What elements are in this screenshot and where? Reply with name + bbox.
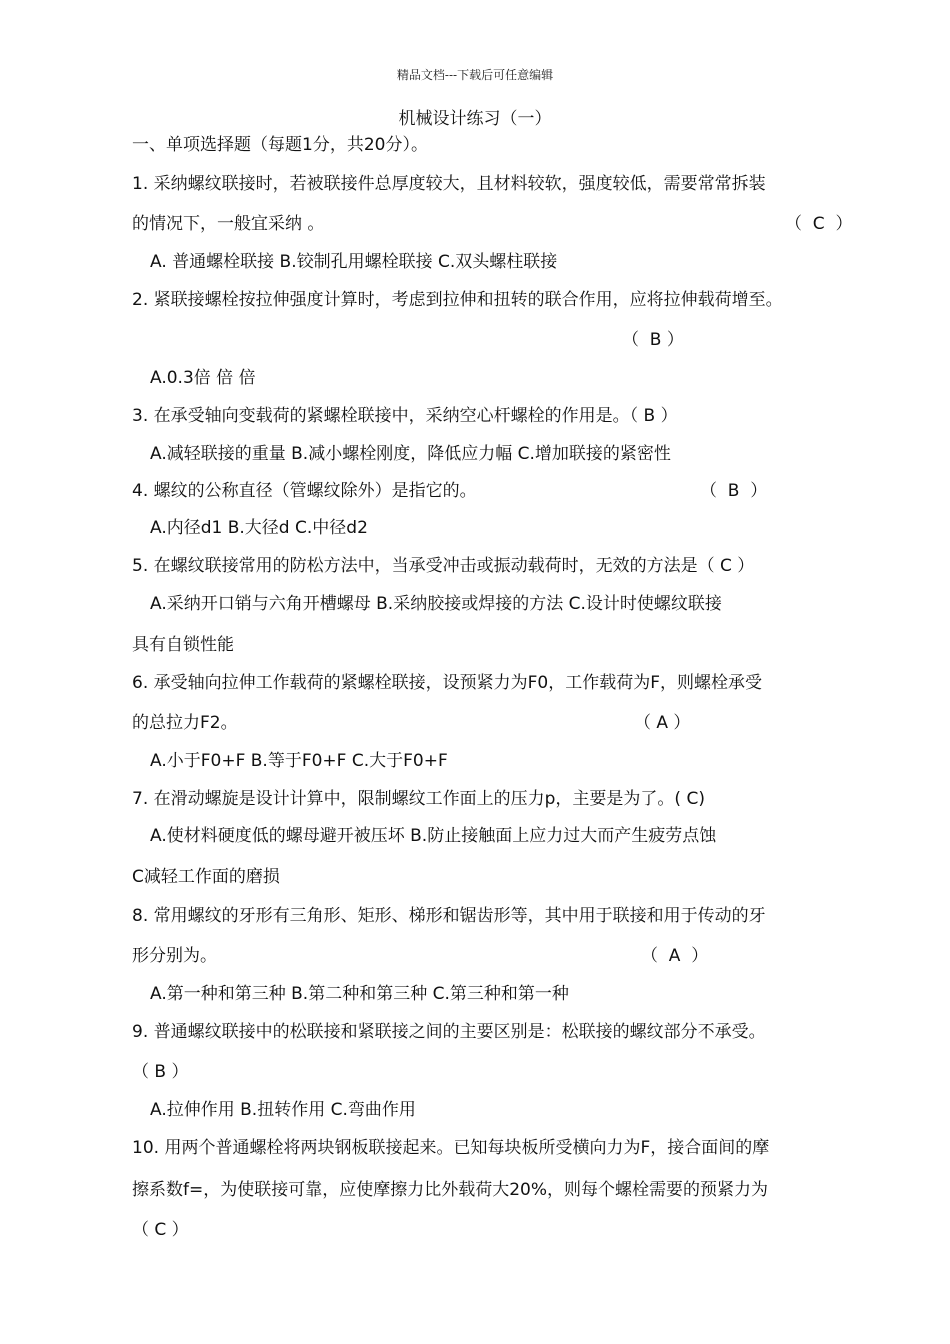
section-heading: 一、单项选择题（每题1分，共20分）。 [132, 135, 428, 155]
question-5-line-2: 具有自锁性能 [132, 635, 234, 655]
question-8-line-1: 8. 常用螺纹的牙形有三角形、矩形、梯形和锯齿形等，其中用于联接和用于传动的牙 [132, 906, 766, 926]
question-5-line-1: 5. 在螺纹联接常用的防松方法中，当承受冲击或振动载荷时，无效的方法是（ C ） [132, 556, 755, 576]
question-9-line-2: （ B ） [132, 1062, 189, 1082]
question-4-line-1: 4. 螺纹的公称直径（管螺纹除外）是指它的。 [132, 481, 477, 501]
question-5-options: A.采纳开口销与六角开槽螺母 B.采纳胶接或焊接的方法 C.设计时使螺纹联接 [150, 594, 722, 614]
question-6-options: A.小于F0+F B.等于F0+F C.大于F0+F [150, 751, 448, 771]
question-1-line-1: 1. 采纳螺纹联接时，若被联接件总厚度较大，且材料较软，强度较低，需要常常拆装 [132, 174, 766, 194]
question-2-options: A.0.3倍 倍 倍 [150, 368, 256, 388]
question-10-line-3: （ C ） [132, 1220, 189, 1240]
question-6-answer: （ A ） [634, 713, 691, 733]
question-1-answer: （ C ） [785, 214, 853, 234]
question-10-line-1: 10. 用两个普通螺栓将两块钢板联接起来。已知每块板所受横向力为F，接合面间的摩 [132, 1138, 770, 1158]
question-9-line-1: 9. 普通螺纹联接中的松联接和紧联接之间的主要区别是：松联接的螺纹部分不承受。 [132, 1022, 766, 1042]
question-6-line-2: 的总拉力F2。 [132, 713, 238, 733]
document-title: 机械设计练习（一） [398, 109, 552, 129]
question-2-answer: （ B ） [622, 330, 684, 350]
question-4-options: A.内径d1 B.大径d C.中径d2 [150, 518, 368, 538]
question-10-line-2: 擦系数f=，为使联接可靠，应使摩擦力比外载荷大20%，则每个螺栓需要的预紧力为 [132, 1180, 769, 1200]
question-1-options: A. 普通螺栓联接 B.铰制孔用螺栓联接 C.双头螺柱联接 [150, 252, 558, 272]
question-8-answer: （ A ） [641, 946, 709, 966]
question-7-options: A.使材料硬度低的螺母避开被压坏 B.防止接触面上应力过大而产生疲劳点蚀 [150, 826, 717, 846]
question-9-options: A.拉伸作用 B.扭转作用 C.弯曲作用 [150, 1100, 416, 1120]
question-3-options: A.减轻联接的重量 B.减小螺栓刚度，降低应力幅 C.增加联接的紧密性 [150, 444, 671, 464]
question-8-line-2: 形分别为。 [132, 946, 217, 966]
page-header: 精品文档---下载后可任意编辑 [396, 68, 554, 82]
question-1-line-2: 的情况下，一般宜采纳 。 [132, 214, 325, 234]
question-7-line-2: C减轻工作面的磨损 [132, 867, 280, 887]
question-6-line-1: 6. 承受轴向拉伸工作载荷的紧螺栓联接，设预紧力为F0，工作载荷为F，则螺栓承受 [132, 673, 762, 693]
question-7-line-1: 7. 在滑动螺旋是设计计算中，限制螺纹工作面上的压力p，主要是为了。( C) [132, 789, 705, 809]
question-8-options: A.第一种和第三种 B.第二种和第三种 C.第三种和第一种 [150, 984, 569, 1004]
question-3-line-1: 3. 在承受轴向变载荷的紧螺栓联接中，采纳空心杆螺栓的作用是。（ B ） [132, 406, 678, 426]
question-2-line-1: 2. 紧联接螺栓按拉伸强度计算时，考虑到拉伸和扭转的联合作用，应将拉伸载荷增至。 [132, 290, 783, 310]
question-4-answer: （ B ） [700, 481, 768, 501]
